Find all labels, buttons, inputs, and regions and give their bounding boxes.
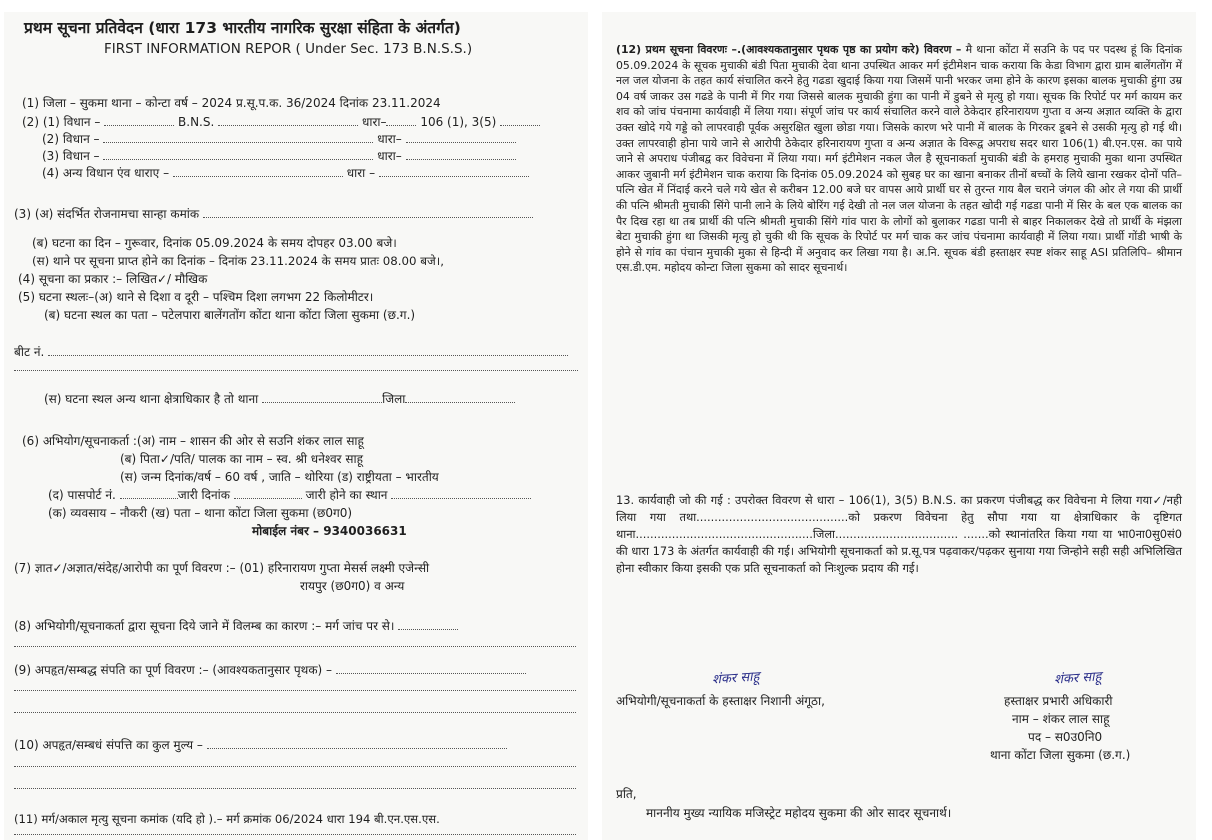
info-type-line: (4) सूचना का प्रकार :– लिखित✓/ मौखिक — [18, 272, 208, 286]
complainant-signature-label: अभियोगी/सूचनाकर्ता के हस्ताक्षर निशानी अंगूठा, — [616, 694, 825, 708]
blank-rule — [14, 788, 576, 789]
officer-station: थाना कोंटा जिला सुकमा (छ.ग.) — [990, 748, 1131, 762]
complainant-signature: शंकर साहू — [711, 669, 760, 688]
fir-page-1 — [4, 12, 588, 840]
officer-signature-label: हस्ताक्षर प्रभारी अधिकारी — [1004, 694, 1113, 708]
action-taken-paragraph: 13. कार्यवाही जो की गई : उपरोक्त विवरण से धारा – 106(1), 3(5) B.N.S. का प्रकरण पंजीबद्ध कर विवेचना मे लिया गया✓/नही लिया गया तथा..........................................को प्रकरण विवेचना हेतु सौपा गया या क्षेत्राधिकार के दृष्टिगत थाना.................................................जिला.................................. .......को स्थानांतरित किया गया या भा0ना0सु0सं0 की धारा 173 के अंतर्गत कार्यवाही की गई। अभियोगी सूचनाकर्ता को प्र.सू.पत्र पढ़वाकर/पढ़कर सुनाया गया जिन्होने सही सही अभिलिखित होना स्वीकार किया इसकी एक प्रति सूचनाकर्ता को निःशुल्क प्रदाय की गई। — [616, 493, 1182, 575]
incident-day-line: (ब) घटना का दिन – गुरूवार, दिनांक 05.09.2024 के समय दोपहर 03.00 बजे। — [32, 236, 397, 250]
officer-rank: पद – स0उ0नि0 — [1028, 730, 1103, 744]
marg-number-line: (11) मर्ग/अकाल मृत्यु सूचना कमांक (यदि हो ).– मर्ग क्रमांक 06/2024 धारा 194 बी.एन.एस.एस. — [14, 812, 440, 826]
law-2-row: (2) विधान – धारा– — [42, 132, 516, 147]
roznamcha-row: (3) (अ) संदर्भित रोजनामचा सान्हा कमांक — [14, 207, 533, 222]
district-station-line: (1) जिला – सुकमा थाना – कोन्टा वर्ष – 2024 प्र.सू.प.क. 36/2024 दिनांक 23.11.2024 — [22, 96, 441, 110]
blank-rule — [14, 646, 576, 647]
narrative-body: मै थाना कोंटा में सउनि के पद पर पदस्थ हूं कि दिनांक 05.09.2024 के सूचक मुचाकी बंडी पिता मुचाकी देवा थाना उपस्थित आकर मर्ग इंटीमेशन चाक कराया कि केडा विभाग द्वारा ग्राम बालेंगतोंग में नल जल योजना के तहत कार्य संचालित करने हेतु गढडा खुदाई किया गया जिसमें पानी भरकर जमा होने के कारण इसका बालक मुचाकी हुंगा उम्र 04 वर्ष जाकर उस गढडे के पानी में गिर गया जिससे बालक मुचाकी हुंगा का पानी में डुबने से मृत्यु हो गया। सूचक कि रिपोर्ट पर मर्ग कायम कर शव को जांच पंचनामा कार्यवाही में लिया गया। संपूर्ण जांच पर कार्य संचालित करने वाले ठेकेदार हरिनारायण गुप्ता व अन्य अज्ञात व्यक्ति के द्वारा उक्त खोदे गये गड्डे को लापरवाही पूर्वक असुरक्षित खुला छोडा गया। जिसके कारण भरे पानी में बालक के गिरकर डूबने से उसकी मृत्यु हो गई थी। उक्त लापरवाही होना पाये जाने से आरोपी ठेकेदार हरिनारायण गुप्ता व अन्य अज्ञात के विरूद्व अपराध सदर धारा 106(1) बी.एन.एस. का पाये जाने से अपराध पंजीबद्व कर विवेचना में लिया गया। मर्ग इंटीमेशन नकल जैल है सूचनाकर्ता मुचाकी बंडी के हमराह मुचाकी मुका थाना उपस्थित आकर जुबानी मर्ग इंटीमेशन चाक कराया कि दिनांक 05.09.2024 को सुबह घर का खाना बनाकर तीनों बच्चों के लिये खाना रखकर दोनों पति–पत्नि खेत में निंदाई करने चले गये खेत से करीबन 12.00 बजे घर वापस आये प्रार्थी घर से तुरन्त गाय बैल चराने जंगल की ओर ले गया की प्रार्थी की पत्नि श्रीमती मुचाकी सिंगे पानी लाने के लिये बोरिंग गई देखी तो नल जल योजना के तहत खोदी गई गढडा पानी में सिर के बल एक बालक का पैर दिख रहा था तब प्रार्थी की पत्नि श्रीमती मुचाकी सिंगे गांव पारा के लोगों को बुलाकर गढडा पानी से बाहर निकालकर देखे तो प्रार्थी के मंझला बेटा मुचाकी हुंगा था जिसकी मृत्यु हो चुकी थी कि सूचक के रिपोर्ट पर मर्ग चाक कर जांच पंचनामा कार्यवाही में लिया गया। प्रार्थी गोंडी भाषी के होने से गांव का पंचान मुचाकी मुका से हिन्दी में अनुवाद कर लिखा गया है। अ.नि. सूचक बंडी हस्ताक्षर स्पष्ट शंकर साहू ASI प्रतिलिपि– श्रीमान एस.डी.एम. महोदय कोन्टा जिला सुकमा को सादर सूचनार्थ। — [616, 43, 1182, 275]
accused-line-2: रायपुर (छ0ग0) व अन्य — [300, 579, 405, 593]
blank-rule — [14, 712, 576, 713]
blank-rule — [14, 370, 578, 371]
fir-page-2 — [602, 12, 1196, 840]
delay-reason-row: (8) अभियोगी/सूचनाकर्ता द्वारा सूचना दिये जाने में विलम्ब का कारण :– मर्ग जांच पर से। — [14, 619, 458, 634]
blank-rule — [14, 690, 576, 691]
blank-rule — [14, 834, 576, 835]
law-3-row: (3) विधान – धारा– — [42, 149, 516, 164]
property-details-row: (9) अपहृत/सम्बद्ध संपति का पूर्ण विवरण :– (आवश्यकतानुसार पृथक) – — [14, 663, 526, 678]
other-law-row: (4) अन्य विधान एंव धाराए – धारा – — [42, 166, 529, 181]
narrative-label: (12) प्रथम सूचना विवरणः –.(आवश्यकतानुसार पृथक पृष्ठ का प्रयोग करे) विवरण – — [616, 43, 962, 56]
form-title-english: FIRST INFORMATION REPOR ( Under Sec. 173 B.N.S.S.) — [104, 41, 473, 57]
copy-to-recipient: माननीय मुख्य न्यायिक मजिस्ट्रेट महोदय सुकमा की ओर सादर सूचनार्थ। — [646, 806, 952, 820]
beat-no-row: बीट नं. — [14, 345, 568, 360]
law-1-row: (2) (1) विधान – B.N.S. धारा– 106 (1), 3(5) — [22, 115, 540, 130]
officer-name: नाम – शंकर लाल साहू — [1012, 712, 1110, 726]
incident-direction-line: (5) घटना स्थलः–(अ) थाने से दिशा व दूरी – पश्चिम दिशा लगभग 22 किलोमीटर। — [18, 290, 374, 304]
incident-address-line: (ब) घटना स्थल का पता – पटेलपारा बालेंगतोंग कोंटा थाना कोंटा जिला सुकमा (छ.ग.) — [44, 308, 416, 322]
passport-row: (द) पासपोर्ट नं. जारी दिनांक जारी होने का स्थान — [48, 488, 531, 503]
blank-rule — [14, 766, 576, 767]
occupation-address-line: (क) व्यवसाय – नौकरी (ख) पता – थाना कोंटा जिला सुकमा (छ0ग0) — [48, 506, 353, 520]
officer-signature: शंकर साहू — [1053, 669, 1102, 688]
birth-caste-line: (स) जन्म दिनांक/वर्ष – 60 वर्ष , जाति – थोरिया (ड) राष्ट्रीयता – भारतीय — [120, 470, 439, 484]
property-value-row: (10) अपहृत/सम्बधं संपत्ति का कुल मुल्य – — [14, 738, 507, 753]
father-name-line: (ब) पिता✓/पति/ पालक का नाम – स्व. श्री धनेश्वर साहू — [120, 452, 363, 466]
mobile-number-line: मोबाईल नंबर – 9340036631 — [252, 524, 407, 538]
form-title-hindi: प्रथम सूचना प्रतिवेदन (धारा 173 भारतीय नागरिक सुरक्षा संहिता के अंतर्गत) — [24, 19, 461, 37]
accused-line: (7) ज्ञात✓/अज्ञात/संदेह/आरोपी का पूर्ण विवरण :– (01) हरिनारायण गुप्ता मेसर्स लक्ष्मी एजेन्सी — [14, 561, 430, 575]
first-info-narrative — [616, 42, 1182, 437]
other-jurisdiction-row: (स) घटना स्थल अन्य थाना क्षेत्राधिकार है तो थाना जिला — [44, 392, 515, 407]
info-received-line: (स) थाने पर सूचना प्राप्त होने का दिनांक – दिनांक 23.11.2024 के समय प्रातः 08.00 बजे।, — [32, 254, 444, 268]
copy-to-label: प्रति, — [616, 787, 637, 801]
complainant-name-line: (6) अभियोग/सूचनाकर्ता :(अ) नाम – शासन की ओर से सउनि शंकर लाल साहू — [22, 434, 364, 448]
